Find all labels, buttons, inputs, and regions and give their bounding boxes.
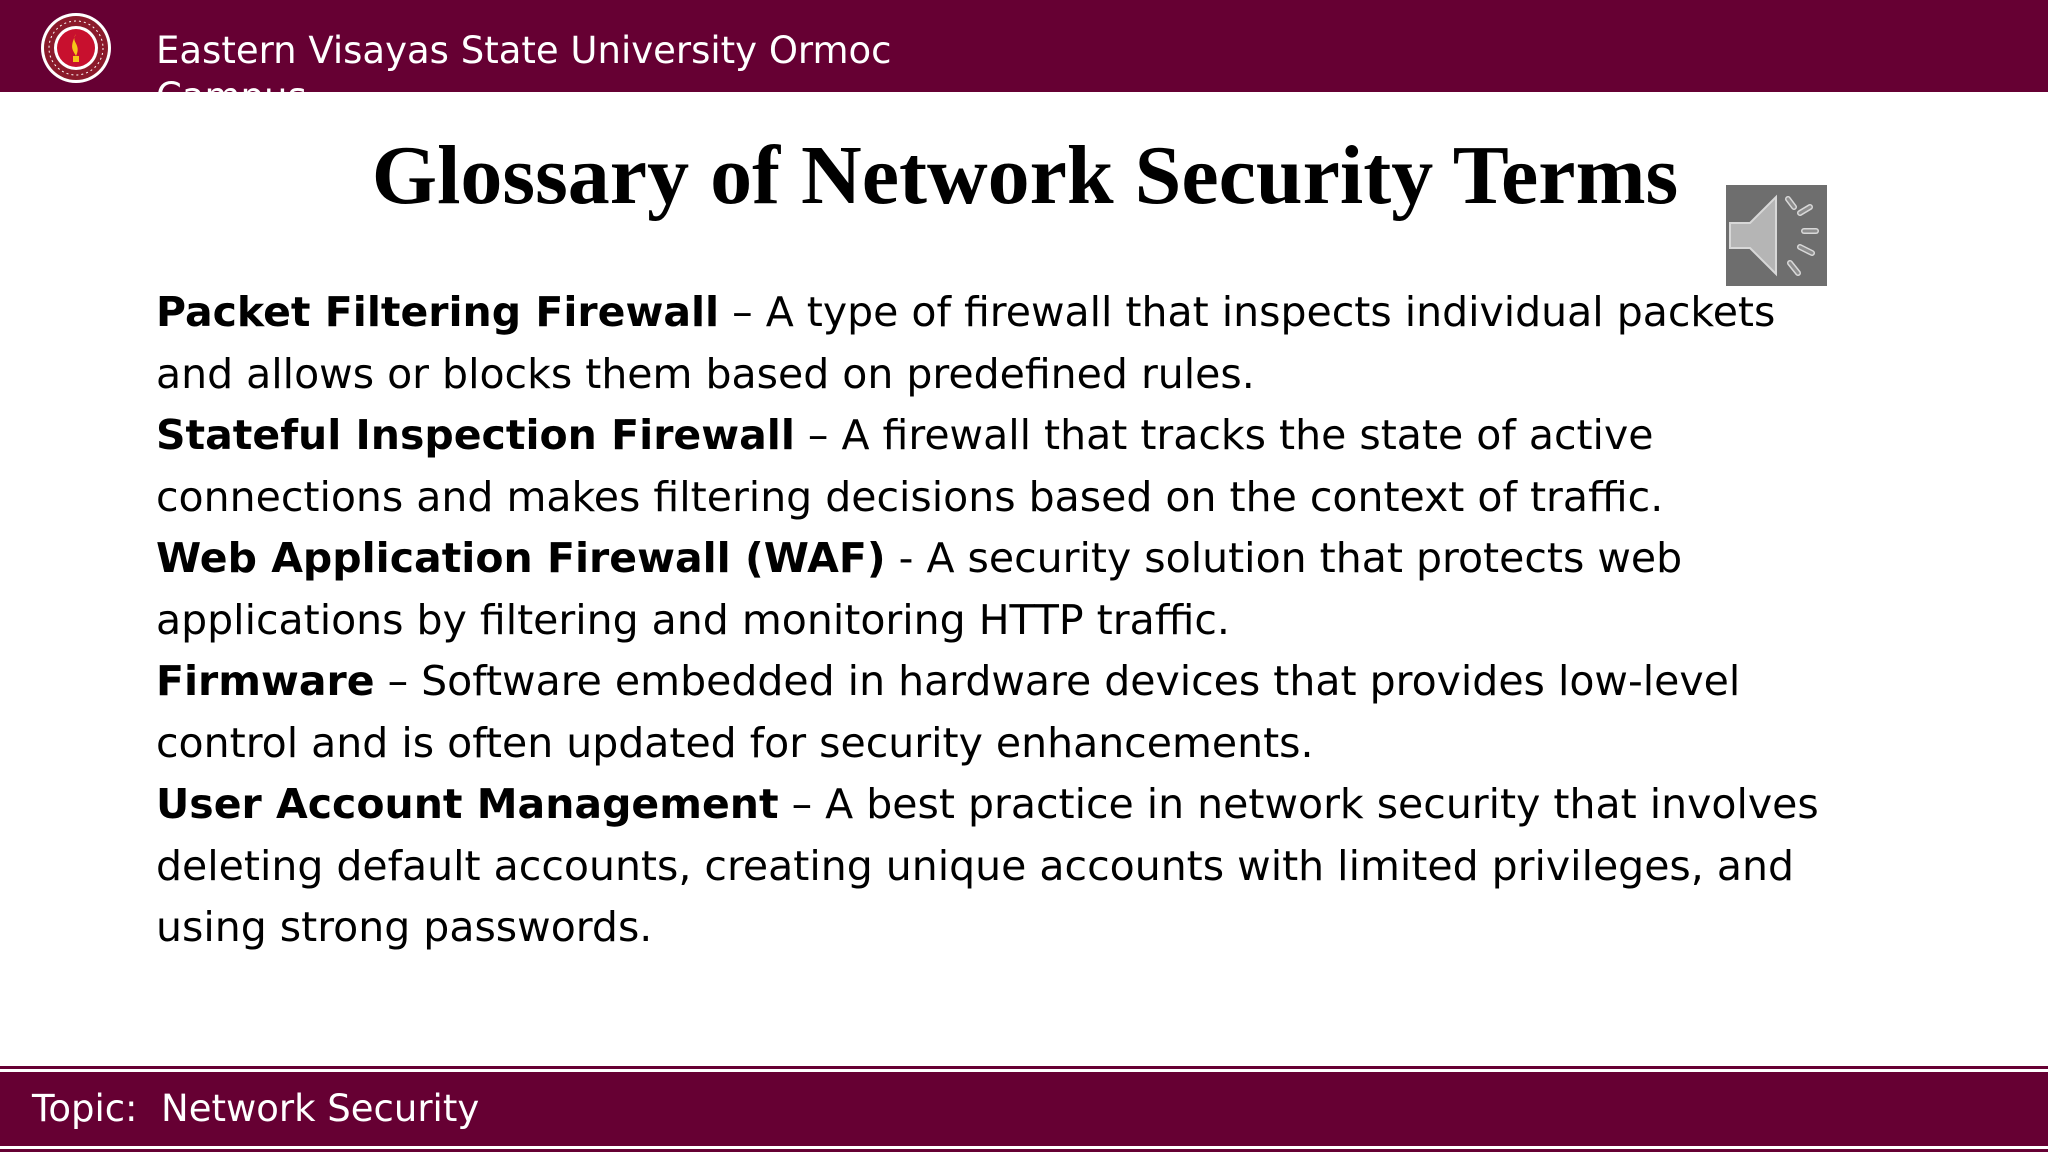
glossary-term: Stateful Inspection Firewall	[156, 411, 795, 459]
university-seal-icon	[40, 12, 112, 84]
speaker-icon	[1726, 185, 1827, 286]
glossary-definition: A firewall that tracks the state of active connections and makes filtering decisions based on the context of traffic.	[156, 411, 1664, 521]
footer-divider	[0, 1066, 2048, 1069]
glossary-term: User Account Management	[156, 780, 779, 828]
glossary-definition: A best practice in network security that involves deleting default accounts, creating unique accounts with limited privileges, and using strong passwords.	[156, 780, 1819, 951]
glossary-entry	[156, 651, 1836, 774]
term-separator: –	[794, 411, 842, 459]
term-separator: -	[885, 534, 927, 582]
slide-title: Glossary of Network Security Terms	[371, 129, 1679, 222]
glossary-definition: A type of firewall that inspects individual packets and allows or blocks them based on predefined rules.	[156, 288, 1776, 398]
institution-name: Eastern Visayas State University Ormoc Campus	[156, 29, 892, 118]
glossary-term: Firmware	[156, 657, 375, 705]
term-separator: –	[778, 780, 826, 828]
glossary-term: Packet Filtering Firewall	[156, 288, 720, 336]
term-separator: –	[719, 288, 766, 336]
glossary-entry	[156, 528, 1836, 651]
glossary-definition: A security solution that protects web applications by filtering and monitoring HTTP traffic.	[156, 534, 1683, 644]
glossary-list	[156, 282, 1836, 959]
glossary-definition: Software embedded in hardware devices that provides low-level control and is often updated for security enhancements.	[156, 657, 1741, 767]
glossary-entry	[156, 405, 1836, 528]
glossary-entry	[156, 282, 1836, 405]
term-separator: –	[374, 657, 422, 705]
topic-label: Topic: Network Security	[32, 1087, 480, 1130]
audio-play-button[interactable]	[1726, 185, 1827, 286]
header-bar	[0, 0, 2048, 118]
glossary-entry	[156, 774, 1836, 959]
glossary-term: Web Application Firewall (WAF)	[156, 534, 886, 582]
